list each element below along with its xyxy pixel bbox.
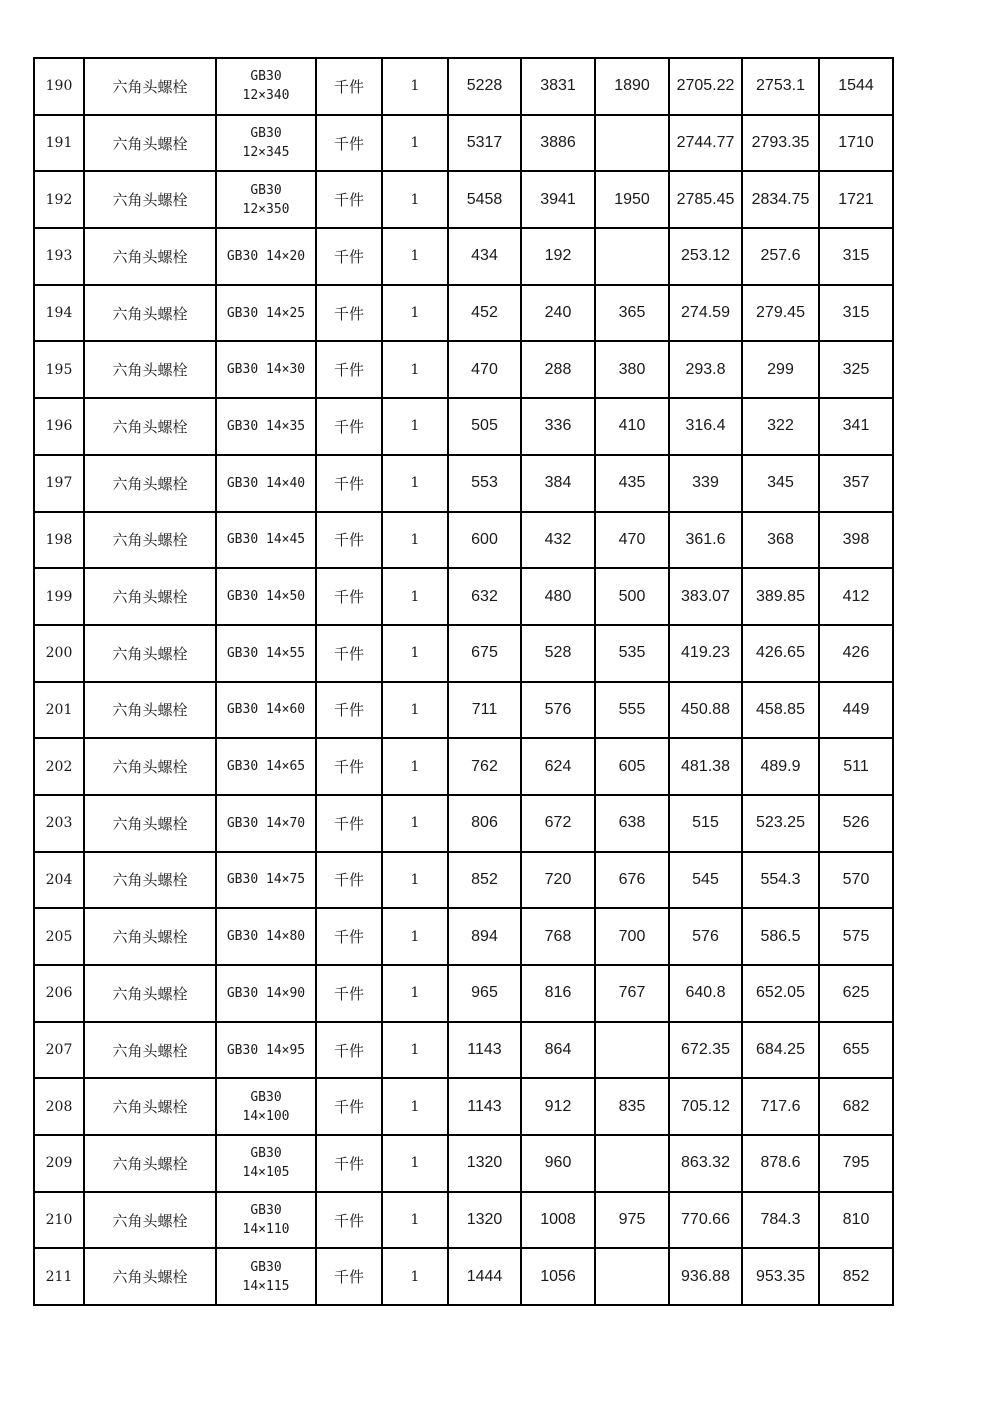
price-3-cell: 638 (595, 795, 669, 852)
price-6-cell: 570 (819, 852, 893, 909)
table-row (34, 115, 893, 172)
price-3-cell: 767 (595, 965, 669, 1022)
spec-cell: GB30 12×340 (216, 58, 316, 115)
spec-cell: GB30 14×75 (216, 852, 316, 909)
quantity-cell: 1 (382, 682, 448, 739)
unit-cell: 千件 (316, 285, 382, 342)
price-2-cell: 288 (521, 341, 595, 398)
row-number-cell: 199 (34, 568, 84, 625)
unit-cell: 千件 (316, 1135, 382, 1192)
price-3-cell: 410 (595, 398, 669, 455)
price-6-cell: 625 (819, 965, 893, 1022)
price-1-cell: 806 (448, 795, 521, 852)
item-name-cell: 六角头螺栓 (84, 455, 216, 512)
price-6-cell: 315 (819, 228, 893, 285)
price-6-cell: 682 (819, 1078, 893, 1135)
item-name-cell: 六角头螺栓 (84, 738, 216, 795)
spec-cell: GB30 14×105 (216, 1135, 316, 1192)
quantity-cell: 1 (382, 795, 448, 852)
price-3-cell: 535 (595, 625, 669, 682)
row-number-cell: 197 (34, 455, 84, 512)
unit-cell: 千件 (316, 682, 382, 739)
item-name-cell: 六角头螺栓 (84, 1192, 216, 1249)
price-2-cell: 1056 (521, 1248, 595, 1305)
price-5-cell: 2834.75 (742, 171, 819, 228)
table-row (34, 682, 893, 739)
price-3-cell: 435 (595, 455, 669, 512)
unit-cell: 千件 (316, 228, 382, 285)
spec-cell: GB30 14×65 (216, 738, 316, 795)
spec-cell: GB30 14×60 (216, 682, 316, 739)
row-number-cell: 196 (34, 398, 84, 455)
price-4-cell: 672.35 (669, 1022, 742, 1079)
spec-cell: GB30 14×95 (216, 1022, 316, 1079)
price-4-cell: 545 (669, 852, 742, 909)
price-2-cell: 384 (521, 455, 595, 512)
price-5-cell: 458.85 (742, 682, 819, 739)
price-1-cell: 675 (448, 625, 521, 682)
quantity-cell: 1 (382, 58, 448, 115)
price-4-cell: 2744.77 (669, 115, 742, 172)
price-6-cell: 852 (819, 1248, 893, 1305)
price-5-cell: 299 (742, 341, 819, 398)
price-6-cell: 449 (819, 682, 893, 739)
table-row (34, 341, 893, 398)
price-4-cell: 705.12 (669, 1078, 742, 1135)
spec-cell: GB30 14×110 (216, 1192, 316, 1249)
row-number-cell: 210 (34, 1192, 84, 1249)
spec-cell: GB30 14×100 (216, 1078, 316, 1135)
quantity-cell: 1 (382, 115, 448, 172)
item-name-cell: 六角头螺栓 (84, 568, 216, 625)
price-2-cell: 240 (521, 285, 595, 342)
price-2-cell: 432 (521, 512, 595, 569)
price-sheet (33, 57, 894, 1306)
price-2-cell: 3886 (521, 115, 595, 172)
price-1-cell: 452 (448, 285, 521, 342)
price-5-cell: 554.3 (742, 852, 819, 909)
unit-cell: 千件 (316, 738, 382, 795)
price-3-cell (595, 228, 669, 285)
unit-cell: 千件 (316, 795, 382, 852)
unit-cell: 千件 (316, 398, 382, 455)
table-row (34, 1192, 893, 1249)
price-1-cell: 1320 (448, 1192, 521, 1249)
quantity-cell: 1 (382, 1078, 448, 1135)
table-row (34, 1022, 893, 1079)
price-1-cell: 5458 (448, 171, 521, 228)
spec-cell: GB30 14×20 (216, 228, 316, 285)
price-2-cell: 720 (521, 852, 595, 909)
spec-cell: GB30 14×80 (216, 908, 316, 965)
unit-cell: 千件 (316, 171, 382, 228)
price-3-cell: 1890 (595, 58, 669, 115)
price-6-cell: 1721 (819, 171, 893, 228)
price-1-cell: 1143 (448, 1022, 521, 1079)
price-5-cell: 684.25 (742, 1022, 819, 1079)
table-row (34, 568, 893, 625)
price-5-cell: 523.25 (742, 795, 819, 852)
price-1-cell: 852 (448, 852, 521, 909)
row-number-cell: 190 (34, 58, 84, 115)
row-number-cell: 204 (34, 852, 84, 909)
spec-cell: GB30 12×345 (216, 115, 316, 172)
quantity-cell: 1 (382, 1192, 448, 1249)
price-3-cell: 470 (595, 512, 669, 569)
price-5-cell: 652.05 (742, 965, 819, 1022)
price-4-cell: 2705.22 (669, 58, 742, 115)
item-name-cell: 六角头螺栓 (84, 682, 216, 739)
row-number-cell: 206 (34, 965, 84, 1022)
table-row (34, 738, 893, 795)
item-name-cell: 六角头螺栓 (84, 58, 216, 115)
price-2-cell: 480 (521, 568, 595, 625)
row-number-cell: 195 (34, 341, 84, 398)
unit-cell: 千件 (316, 341, 382, 398)
table-row (34, 625, 893, 682)
row-number-cell: 201 (34, 682, 84, 739)
price-2-cell: 768 (521, 908, 595, 965)
price-6-cell: 795 (819, 1135, 893, 1192)
price-3-cell: 380 (595, 341, 669, 398)
price-5-cell: 2793.35 (742, 115, 819, 172)
table-row (34, 795, 893, 852)
spec-cell: GB30 14×25 (216, 285, 316, 342)
unit-cell: 千件 (316, 625, 382, 682)
price-3-cell: 365 (595, 285, 669, 342)
price-2-cell: 336 (521, 398, 595, 455)
quantity-cell: 1 (382, 1022, 448, 1079)
spec-cell: GB30 12×350 (216, 171, 316, 228)
price-5-cell: 717.6 (742, 1078, 819, 1135)
quantity-cell: 1 (382, 171, 448, 228)
table-row (34, 965, 893, 1022)
price-2-cell: 192 (521, 228, 595, 285)
price-3-cell: 975 (595, 1192, 669, 1249)
spec-cell: GB30 14×45 (216, 512, 316, 569)
price-3-cell (595, 1135, 669, 1192)
table-row (34, 58, 893, 115)
item-name-cell: 六角头螺栓 (84, 1248, 216, 1305)
price-2-cell: 912 (521, 1078, 595, 1135)
price-1-cell: 5317 (448, 115, 521, 172)
item-name-cell: 六角头螺栓 (84, 1022, 216, 1079)
item-name-cell: 六角头螺栓 (84, 341, 216, 398)
price-5-cell: 279.45 (742, 285, 819, 342)
price-6-cell: 511 (819, 738, 893, 795)
table-row (34, 455, 893, 512)
row-number-cell: 205 (34, 908, 84, 965)
unit-cell: 千件 (316, 568, 382, 625)
price-2-cell: 3831 (521, 58, 595, 115)
price-6-cell: 1544 (819, 58, 893, 115)
price-5-cell: 389.85 (742, 568, 819, 625)
row-number-cell: 208 (34, 1078, 84, 1135)
price-1-cell: 1444 (448, 1248, 521, 1305)
price-5-cell: 2753.1 (742, 58, 819, 115)
row-number-cell: 203 (34, 795, 84, 852)
row-number-cell: 202 (34, 738, 84, 795)
price-3-cell: 700 (595, 908, 669, 965)
row-number-cell: 211 (34, 1248, 84, 1305)
unit-cell: 千件 (316, 1248, 382, 1305)
price-5-cell: 489.9 (742, 738, 819, 795)
spec-cell: GB30 14×115 (216, 1248, 316, 1305)
price-6-cell: 315 (819, 285, 893, 342)
price-1-cell: 1320 (448, 1135, 521, 1192)
price-4-cell: 770.66 (669, 1192, 742, 1249)
quantity-cell: 1 (382, 398, 448, 455)
price-table (33, 57, 894, 1306)
price-2-cell: 864 (521, 1022, 595, 1079)
row-number-cell: 192 (34, 171, 84, 228)
price-6-cell: 1710 (819, 115, 893, 172)
unit-cell: 千件 (316, 1078, 382, 1135)
table-row (34, 852, 893, 909)
table-row (34, 512, 893, 569)
table-row (34, 1135, 893, 1192)
item-name-cell: 六角头螺栓 (84, 795, 216, 852)
price-3-cell (595, 1022, 669, 1079)
table-row (34, 1248, 893, 1305)
price-2-cell: 528 (521, 625, 595, 682)
table-row (34, 908, 893, 965)
price-1-cell: 553 (448, 455, 521, 512)
price-1-cell: 711 (448, 682, 521, 739)
price-6-cell: 526 (819, 795, 893, 852)
price-2-cell: 624 (521, 738, 595, 795)
price-5-cell: 426.65 (742, 625, 819, 682)
price-1-cell: 632 (448, 568, 521, 625)
unit-cell: 千件 (316, 1022, 382, 1079)
price-4-cell: 361.6 (669, 512, 742, 569)
item-name-cell: 六角头螺栓 (84, 1135, 216, 1192)
price-4-cell: 936.88 (669, 1248, 742, 1305)
quantity-cell: 1 (382, 228, 448, 285)
price-4-cell: 253.12 (669, 228, 742, 285)
item-name-cell: 六角头螺栓 (84, 908, 216, 965)
price-3-cell: 500 (595, 568, 669, 625)
spec-cell: GB30 14×55 (216, 625, 316, 682)
price-2-cell: 1008 (521, 1192, 595, 1249)
price-5-cell: 784.3 (742, 1192, 819, 1249)
quantity-cell: 1 (382, 908, 448, 965)
table-row (34, 171, 893, 228)
price-6-cell: 398 (819, 512, 893, 569)
price-3-cell: 1950 (595, 171, 669, 228)
row-number-cell: 207 (34, 1022, 84, 1079)
item-name-cell: 六角头螺栓 (84, 965, 216, 1022)
unit-cell: 千件 (316, 852, 382, 909)
price-4-cell: 274.59 (669, 285, 742, 342)
item-name-cell: 六角头螺栓 (84, 852, 216, 909)
price-1-cell: 600 (448, 512, 521, 569)
price-1-cell: 470 (448, 341, 521, 398)
row-number-cell: 200 (34, 625, 84, 682)
spec-cell: GB30 14×50 (216, 568, 316, 625)
price-4-cell: 576 (669, 908, 742, 965)
price-6-cell: 810 (819, 1192, 893, 1249)
table-row (34, 228, 893, 285)
spec-cell: GB30 14×30 (216, 341, 316, 398)
table-row (34, 398, 893, 455)
row-number-cell: 194 (34, 285, 84, 342)
price-4-cell: 419.23 (669, 625, 742, 682)
price-1-cell: 434 (448, 228, 521, 285)
item-name-cell: 六角头螺栓 (84, 625, 216, 682)
quantity-cell: 1 (382, 341, 448, 398)
price-4-cell: 640.8 (669, 965, 742, 1022)
table-row (34, 1078, 893, 1135)
price-6-cell: 655 (819, 1022, 893, 1079)
spec-cell: GB30 14×70 (216, 795, 316, 852)
item-name-cell: 六角头螺栓 (84, 1078, 216, 1135)
unit-cell: 千件 (316, 512, 382, 569)
price-1-cell: 1143 (448, 1078, 521, 1135)
price-3-cell: 555 (595, 682, 669, 739)
item-name-cell: 六角头螺栓 (84, 285, 216, 342)
price-1-cell: 5228 (448, 58, 521, 115)
price-5-cell: 953.35 (742, 1248, 819, 1305)
price-5-cell: 586.5 (742, 908, 819, 965)
spec-cell: GB30 14×90 (216, 965, 316, 1022)
unit-cell: 千件 (316, 455, 382, 512)
price-5-cell: 257.6 (742, 228, 819, 285)
item-name-cell: 六角头螺栓 (84, 512, 216, 569)
item-name-cell: 六角头螺栓 (84, 228, 216, 285)
price-6-cell: 575 (819, 908, 893, 965)
unit-cell: 千件 (316, 58, 382, 115)
price-2-cell: 576 (521, 682, 595, 739)
item-name-cell: 六角头螺栓 (84, 171, 216, 228)
price-3-cell: 835 (595, 1078, 669, 1135)
item-name-cell: 六角头螺栓 (84, 115, 216, 172)
price-2-cell: 960 (521, 1135, 595, 1192)
unit-cell: 千件 (316, 115, 382, 172)
price-6-cell: 426 (819, 625, 893, 682)
price-4-cell: 316.4 (669, 398, 742, 455)
quantity-cell: 1 (382, 965, 448, 1022)
item-name-cell: 六角头螺栓 (84, 398, 216, 455)
quantity-cell: 1 (382, 1135, 448, 1192)
price-1-cell: 505 (448, 398, 521, 455)
price-6-cell: 357 (819, 455, 893, 512)
price-1-cell: 965 (448, 965, 521, 1022)
row-number-cell: 198 (34, 512, 84, 569)
price-5-cell: 878.6 (742, 1135, 819, 1192)
row-number-cell: 209 (34, 1135, 84, 1192)
quantity-cell: 1 (382, 455, 448, 512)
price-4-cell: 450.88 (669, 682, 742, 739)
spec-cell: GB30 14×35 (216, 398, 316, 455)
price-6-cell: 412 (819, 568, 893, 625)
spec-cell: GB30 14×40 (216, 455, 316, 512)
price-1-cell: 762 (448, 738, 521, 795)
quantity-cell: 1 (382, 568, 448, 625)
unit-cell: 千件 (316, 908, 382, 965)
price-1-cell: 894 (448, 908, 521, 965)
unit-cell: 千件 (316, 965, 382, 1022)
price-3-cell (595, 1248, 669, 1305)
row-number-cell: 191 (34, 115, 84, 172)
price-6-cell: 341 (819, 398, 893, 455)
price-2-cell: 3941 (521, 171, 595, 228)
quantity-cell: 1 (382, 1248, 448, 1305)
quantity-cell: 1 (382, 738, 448, 795)
price-2-cell: 672 (521, 795, 595, 852)
quantity-cell: 1 (382, 625, 448, 682)
price-4-cell: 863.32 (669, 1135, 742, 1192)
table-body (34, 58, 893, 1305)
price-6-cell: 325 (819, 341, 893, 398)
price-3-cell: 676 (595, 852, 669, 909)
price-5-cell: 345 (742, 455, 819, 512)
price-4-cell: 515 (669, 795, 742, 852)
price-2-cell: 816 (521, 965, 595, 1022)
price-5-cell: 368 (742, 512, 819, 569)
price-5-cell: 322 (742, 398, 819, 455)
quantity-cell: 1 (382, 512, 448, 569)
price-3-cell (595, 115, 669, 172)
price-4-cell: 481.38 (669, 738, 742, 795)
price-4-cell: 383.07 (669, 568, 742, 625)
unit-cell: 千件 (316, 1192, 382, 1249)
quantity-cell: 1 (382, 285, 448, 342)
table-row (34, 285, 893, 342)
price-4-cell: 2785.45 (669, 171, 742, 228)
price-4-cell: 293.8 (669, 341, 742, 398)
row-number-cell: 193 (34, 228, 84, 285)
quantity-cell: 1 (382, 852, 448, 909)
price-3-cell: 605 (595, 738, 669, 795)
price-4-cell: 339 (669, 455, 742, 512)
